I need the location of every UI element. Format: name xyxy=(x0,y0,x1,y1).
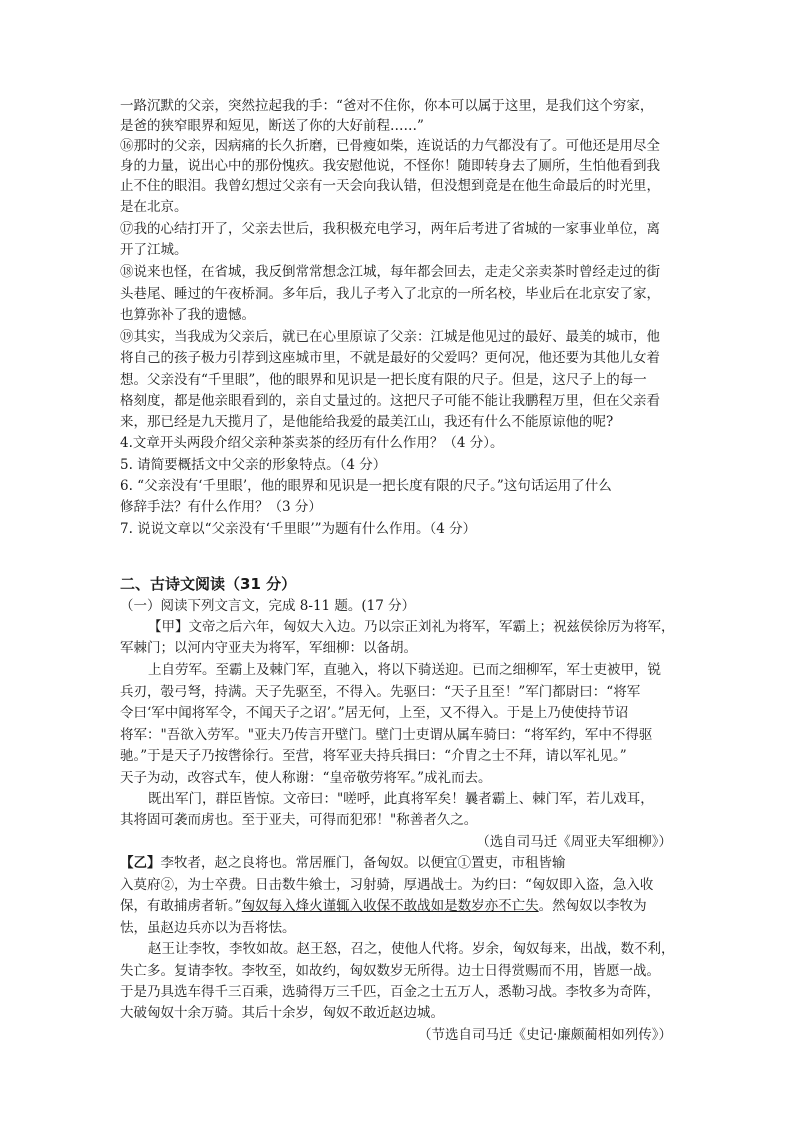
passage-line: 也算弥补了我的遗憾。 xyxy=(120,307,255,323)
section-heading: 二、古诗文阅读（31 分） xyxy=(120,575,297,593)
jia-line: 驰。”于是天子乃按辔徐行。至营，将军亚夫持兵揖曰：“介胄之士不拜，请以军礼见。” xyxy=(120,748,627,764)
jia-line: 上自劳军。至霸上及棘门军，直驰入，将以下骑送迎。已而之细柳军，军士吏被甲，锐 xyxy=(148,662,661,678)
yi-line: 怯，虽赵边兵亦以为吾将怯。 xyxy=(120,920,296,936)
jia-line: 既出军门，群臣皆惊。文帝曰："嗟呼，此真将军矣！曩者霸上、棘门军，若儿戏耳， xyxy=(148,791,654,807)
jia-line: 军棘门；以河内守亚夫为将军，军细柳：以备胡。 xyxy=(120,640,417,656)
passage-line: 头巷尾、睡过的午夜桥洞。多年后，我儿子考入了北京的一所名校，毕业后在北京安了家， xyxy=(120,286,660,302)
passage-line: 止不住的眼泪。我曾幻想过父亲有一天会向我认错，但没想到竟是在他生命最后的时光里， xyxy=(120,178,660,194)
passage-line: 开了江城。 xyxy=(120,242,188,258)
jia-source: （选自司马迁《周亚夫军细柳》） xyxy=(476,834,672,850)
passage-line: ⑲其实，当我成为父亲后，就已在心里原谅了父亲：江城是他见过的最好、最美的城市，他 xyxy=(120,329,660,345)
question-4: 4.文章开头两段介绍父亲种茶卖茶的经历有什么作用？（4 分）。 xyxy=(120,435,504,451)
yi-line: 失亡多。复请李牧。李牧至，如故约，匈奴数岁无所得。边士日得赏赐而不用，皆愿一战。 xyxy=(120,963,660,979)
question-5: 5. 请简要概括文中父亲的形象特点。（4 分） xyxy=(120,457,387,473)
jia-line: 兵刃，彀弓弩，持满。天子先驱至，不得入。先驱曰：“天子且至！”军门都尉曰：“将军 xyxy=(120,684,641,700)
jia-line: 将军："吾欲入劳军。"亚夫乃传言开壁门。壁门士吏谓从属车骑曰：“将军约，军中不得驱 xyxy=(120,727,653,743)
question-7: 7. 说说文章以“父亲没有‘千里眼’”为题有什么作用。（4 分） xyxy=(120,521,477,537)
jia-line: 天子为动，改容式车，使人称谢：“皇帝敬劳将军。”成礼而去。 xyxy=(120,770,492,786)
passage-line: 是爸的狭窄眼界和短见，断送了你的大好前程……” xyxy=(120,118,424,134)
passage-line: 来，那已经是九天揽月了，是他能给我爱的最美江山，我还有什么不能原谅他的呢? xyxy=(120,414,614,430)
jia-line: 令曰‘军中闻将军令，不闻天子之诏’。”居无何，上至，又不得入。于是上乃使使持节诏 xyxy=(120,705,629,721)
yi-line: 入莫府②，为士卒费。日击数牛飨士，习射骑，厚遇战士。为约曰：“匈奴即入盗，急入收 xyxy=(120,877,654,893)
question-6: 6. “父亲没有‘千里眼’，他的眼界和见识是一把长度有限的尺子。”这句话运用了什么 xyxy=(120,478,612,494)
jia-line: 【甲】文帝之后六年，匈奴大入边。乃以宗正刘礼为将军，军霸上；祝兹侯徐厉为将军， xyxy=(148,619,675,635)
yi-text: 李牧者，赵之良将也。常居雁门，备匈奴。以便宜①置吏，市租皆输 xyxy=(160,855,566,871)
yi-source: （节选自司马迁《史记·廉颇蔺相如列传》） xyxy=(417,1027,672,1043)
section-subheading: （一）阅读下列文言文，完成 8-11 题。(17 分） xyxy=(120,598,416,614)
passage-line: 将自己的孩子极力引荐到这座城市里，不就是最好的父爱吗？更何况，他还要为其他儿女着 xyxy=(120,350,660,366)
passage-line: 一路沉默的父亲，突然拉起我的手：“爸对不住你，你本可以属于这里，是我们这个穷家， xyxy=(120,98,654,114)
passage-line: 想。父亲没有“千里眼”，他的眼界和见识是一把长度有限的尺子。但是，这尺子上的每一 xyxy=(120,372,647,388)
question-6-cont: 修辞手法？有什么作用？（3 分） xyxy=(120,499,322,515)
underlined-sentence: 匈奴每入烽火谨辄入收保不敢战如是数岁亦不亡失 xyxy=(241,898,539,914)
passage-line: ⑱说来也怪，在省城，我反倒常常想念江城，每年都会回去，走走父亲卖茶时曾经走过的街 xyxy=(120,264,660,280)
yi-line: 大破匈奴十余万骑。其后十余岁，匈奴不敢近赵边城。 xyxy=(120,1005,444,1021)
yi-line: 于是乃具选车得千三百乘，选骑得万三千匹，百金之士五万人，悉勒习战。李牧多为奇阵， xyxy=(120,984,660,1000)
yi-text: 。然匈奴以李牧为 xyxy=(538,898,647,914)
passage-line: 身的力量，说出心中的那份愧疚。我安慰他说，不怪你！随即转身去了厕所，生怕他看到我 xyxy=(120,158,660,174)
jia-line: 其将固可袭而虏也。至于亚夫，可得而犯邪！"称善者久之。 xyxy=(120,812,478,828)
passage-line: 格刻度，都是他亲眼看到的，亲自丈量过的。这把尺子可能不能让我鹏程万里，但在父亲看 xyxy=(120,393,660,409)
yi-line: 赵王让李牧，李牧如故。赵王怒，召之，使他人代将。岁余，匈奴每来，出战，数不利， xyxy=(148,941,675,957)
passage-line: 是在北京。 xyxy=(120,199,188,215)
yi-text: 保，有敢捕虏者斩。” xyxy=(120,898,242,914)
passage-line: ⑯那时的父亲，因病痛的长久折磨，已骨瘦如柴，连说话的力气都没有了。可他还是用尽全 xyxy=(120,138,660,154)
yi-line xyxy=(120,896,680,916)
yi-label: 【乙】 xyxy=(120,855,161,871)
passage-line: ⑰我的心结打开了，父亲去世后，我积极充电学习，两年后考进了省城的一家事业单位，离 xyxy=(120,221,660,237)
yi-line xyxy=(120,853,680,873)
